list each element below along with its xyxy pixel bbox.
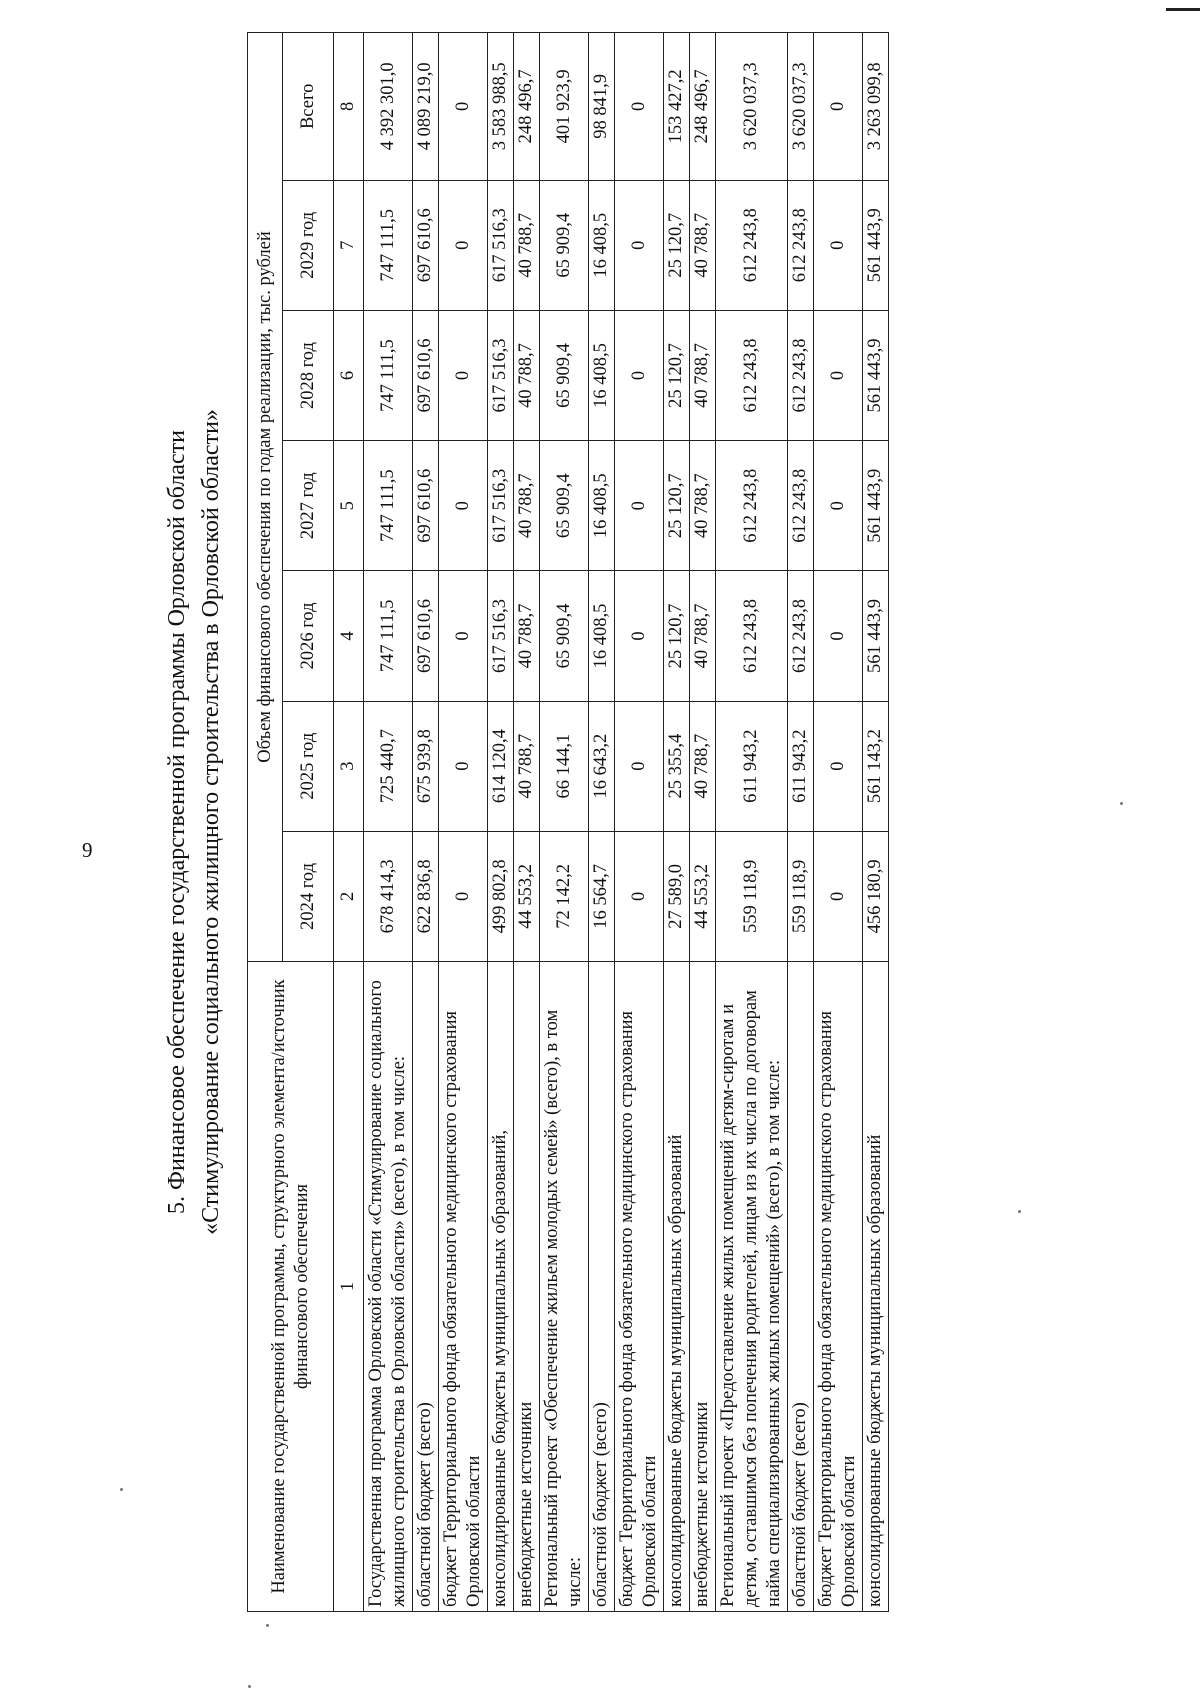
- row-name-cell: консолидированные бюджеты муниципальных образований,: [488, 961, 514, 1611]
- row-name-cell: Региональный проект «Обеспечение жильем молодых семей» (всего), в том числе:: [540, 961, 589, 1611]
- total-cell: 0: [439, 33, 488, 181]
- value-cell: 72 142,2: [540, 831, 589, 961]
- value-cell: 499 802,8: [488, 831, 514, 961]
- value-cell: 65 909,4: [540, 310, 589, 440]
- table-row: [664, 33, 690, 1612]
- scan-speck: [1018, 1210, 1021, 1213]
- value-cell: 614 120,4: [488, 701, 514, 831]
- scan-speck: [248, 1685, 251, 1688]
- value-cell: 678 414,3: [364, 831, 413, 961]
- table-row: [589, 33, 615, 1612]
- total-cell: 4 392 301,0: [364, 33, 413, 181]
- table-row: [488, 33, 514, 1612]
- row-name-cell: областной бюджет (всего): [788, 961, 814, 1611]
- column-number: 8: [334, 33, 364, 181]
- value-cell: 65 909,4: [540, 180, 589, 310]
- row-name-cell: консолидированные бюджеты муниципальных образований: [863, 961, 889, 1611]
- value-cell: 25 120,7: [664, 180, 690, 310]
- value-cell: 16 408,5: [589, 180, 615, 310]
- value-cell: 40 788,7: [514, 310, 540, 440]
- value-cell: 697 610,6: [413, 180, 439, 310]
- value-cell: 456 180,9: [863, 831, 889, 961]
- value-cell: 16 408,5: [589, 441, 615, 571]
- value-cell: 0: [439, 571, 488, 701]
- title-line-2: «Стимулирование социального жилищного строительства в Орловской области»: [198, 409, 224, 1235]
- row-name-cell: бюджет Территориального фонда обязательного медицинского страхования Орловской области: [615, 961, 664, 1611]
- total-cell: 0: [814, 33, 863, 181]
- value-cell: 16 408,5: [589, 571, 615, 701]
- value-cell: 0: [615, 701, 664, 831]
- value-cell: 16 564,7: [589, 831, 615, 961]
- total-cell: 153 427,2: [664, 33, 690, 181]
- value-cell: 612 243,8: [716, 310, 788, 440]
- document-title: [160, 32, 228, 1612]
- row-name-cell: Региональный проект «Предоставление жилых помещений детям-сиротам и детям, оставшимся без попечения родителей, лицам из их числа по договорам найма специализированных жилых помещений» (всего), в том числе:: [716, 961, 788, 1611]
- column-number: 4: [334, 571, 364, 701]
- table-row: [690, 33, 716, 1612]
- value-cell: 40 788,7: [690, 441, 716, 571]
- table-row: [814, 33, 863, 1612]
- value-cell: 0: [814, 571, 863, 701]
- year-header-2028: 2028 год: [283, 310, 334, 440]
- scan-speck: [120, 1488, 123, 1491]
- total-cell: 4 089 219,0: [413, 33, 439, 181]
- value-cell: 0: [814, 441, 863, 571]
- value-cell: 747 111,5: [364, 571, 413, 701]
- value-cell: 612 243,8: [716, 180, 788, 310]
- year-header-2029: 2029 год: [283, 180, 334, 310]
- value-cell: 40 788,7: [690, 701, 716, 831]
- column-number: 7: [334, 180, 364, 310]
- total-cell: 3 620 037,3: [788, 33, 814, 181]
- page-number: 9: [82, 838, 93, 862]
- value-cell: 612 243,8: [788, 310, 814, 440]
- value-cell: 622 836,8: [413, 831, 439, 961]
- year-header-2025: 2025 год: [283, 701, 334, 831]
- value-cell: 0: [439, 441, 488, 571]
- column-number: 5: [334, 441, 364, 571]
- value-cell: 697 610,6: [413, 571, 439, 701]
- value-cell: 0: [439, 180, 488, 310]
- value-cell: 40 788,7: [690, 571, 716, 701]
- value-cell: 25 120,7: [664, 441, 690, 571]
- value-cell: 0: [615, 441, 664, 571]
- value-cell: 561 443,9: [863, 310, 889, 440]
- year-header-2027: 2027 год: [283, 441, 334, 571]
- column-number: 6: [334, 310, 364, 440]
- value-cell: 16 643,2: [589, 701, 615, 831]
- value-cell: 0: [439, 831, 488, 961]
- value-cell: 0: [439, 701, 488, 831]
- row-name-cell: бюджет Территориального фонда обязательного медицинского страхования Орловской области: [439, 961, 488, 1611]
- row-name-cell: внебюджетные источники: [690, 961, 716, 1611]
- total-cell: 0: [615, 33, 664, 181]
- row-name-cell: областной бюджет (всего): [413, 961, 439, 1611]
- value-cell: 617 516,3: [488, 180, 514, 310]
- value-cell: 747 111,5: [364, 310, 413, 440]
- value-cell: 612 243,8: [788, 441, 814, 571]
- header-volume-cell: Объем финансового обеспечения по годам реализации, тыс. рублей: [248, 33, 283, 962]
- value-cell: 40 788,7: [514, 701, 540, 831]
- total-cell: 248 496,7: [690, 33, 716, 181]
- column-number-row: [334, 33, 364, 1612]
- header-row-1: [248, 33, 283, 1612]
- value-cell: 612 243,8: [716, 571, 788, 701]
- value-cell: 0: [439, 310, 488, 440]
- table-row: [364, 33, 413, 1612]
- rotated-page-content: [160, 32, 960, 1612]
- header-name-cell: Наименование государственной программы, структурного элемента/источник финансового обеспечения: [248, 961, 334, 1611]
- table-row: [540, 33, 589, 1612]
- value-cell: 612 243,8: [788, 571, 814, 701]
- value-cell: 44 553,2: [514, 831, 540, 961]
- value-cell: 561 143,2: [863, 701, 889, 831]
- column-number: 1: [334, 961, 364, 1611]
- table-row: [788, 33, 814, 1612]
- value-cell: 66 144,1: [540, 701, 589, 831]
- value-cell: 25 120,7: [664, 571, 690, 701]
- total-cell: 3 583 988,5: [488, 33, 514, 181]
- year-header-2024: 2024 год: [283, 831, 334, 961]
- value-cell: 561 443,9: [863, 180, 889, 310]
- value-cell: 697 610,6: [413, 441, 439, 571]
- scan-speck: [1120, 802, 1123, 805]
- row-name-cell: областной бюджет (всего): [589, 961, 615, 1611]
- value-cell: 40 788,7: [690, 310, 716, 440]
- row-name-cell: внебюджетные источники: [514, 961, 540, 1611]
- table-row: [439, 33, 488, 1612]
- value-cell: 559 118,9: [716, 831, 788, 961]
- value-cell: 0: [615, 571, 664, 701]
- row-name-cell: Государственная программа Орловской области «Стимулирование социального жилищного строительства в Орловской области» (всего), в том числе:: [364, 961, 413, 1611]
- value-cell: 617 516,3: [488, 441, 514, 571]
- column-number: 2: [334, 831, 364, 961]
- total-cell: 401 923,9: [540, 33, 589, 181]
- total-cell: 3 620 037,3: [716, 33, 788, 181]
- value-cell: 65 909,4: [540, 571, 589, 701]
- value-cell: 611 943,2: [788, 701, 814, 831]
- value-cell: 611 943,2: [716, 701, 788, 831]
- value-cell: 725 440,7: [364, 701, 413, 831]
- value-cell: 25 355,4: [664, 701, 690, 831]
- value-cell: 40 788,7: [514, 571, 540, 701]
- value-cell: 0: [615, 180, 664, 310]
- value-cell: 675 939,8: [413, 701, 439, 831]
- value-cell: 40 788,7: [690, 180, 716, 310]
- value-cell: 16 408,5: [589, 310, 615, 440]
- financing-table: [247, 32, 889, 1612]
- column-number: 3: [334, 701, 364, 831]
- value-cell: 25 120,7: [664, 310, 690, 440]
- value-cell: 40 788,7: [514, 180, 540, 310]
- top-edge-mark: [1166, 8, 1200, 11]
- table-row: [514, 33, 540, 1612]
- total-cell: 248 496,7: [514, 33, 540, 181]
- value-cell: 561 443,9: [863, 571, 889, 701]
- table-row: [716, 33, 788, 1612]
- value-cell: 747 111,5: [364, 441, 413, 571]
- total-header: Всего: [283, 33, 334, 181]
- row-name-cell: консолидированные бюджеты муниципальных образований: [664, 961, 690, 1611]
- table-row: [863, 33, 889, 1612]
- total-cell: 98 841,9: [589, 33, 615, 181]
- value-cell: 612 243,8: [716, 441, 788, 571]
- value-cell: 559 118,9: [788, 831, 814, 961]
- value-cell: 617 516,3: [488, 310, 514, 440]
- row-name-cell: бюджет Территориального фонда обязательного медицинского страхования Орловской области: [814, 961, 863, 1611]
- value-cell: 44 553,2: [690, 831, 716, 961]
- value-cell: 0: [615, 831, 664, 961]
- value-cell: 697 610,6: [413, 310, 439, 440]
- value-cell: 612 243,8: [788, 180, 814, 310]
- title-line-1: 5. Финансовое обеспечение государственной программы Орловской области: [164, 430, 190, 1214]
- value-cell: 40 788,7: [514, 441, 540, 571]
- value-cell: 0: [814, 701, 863, 831]
- value-cell: 0: [615, 310, 664, 440]
- total-cell: 3 263 099,8: [863, 33, 889, 181]
- table-row: [615, 33, 664, 1612]
- value-cell: 0: [814, 831, 863, 961]
- value-cell: 747 111,5: [364, 180, 413, 310]
- value-cell: 27 589,0: [664, 831, 690, 961]
- value-cell: 561 443,9: [863, 441, 889, 571]
- year-header-2026: 2026 год: [283, 571, 334, 701]
- scan-speck: [266, 1624, 269, 1627]
- value-cell: 617 516,3: [488, 571, 514, 701]
- table-row: [413, 33, 439, 1612]
- value-cell: 65 909,4: [540, 441, 589, 571]
- value-cell: 0: [814, 180, 863, 310]
- value-cell: 0: [814, 310, 863, 440]
